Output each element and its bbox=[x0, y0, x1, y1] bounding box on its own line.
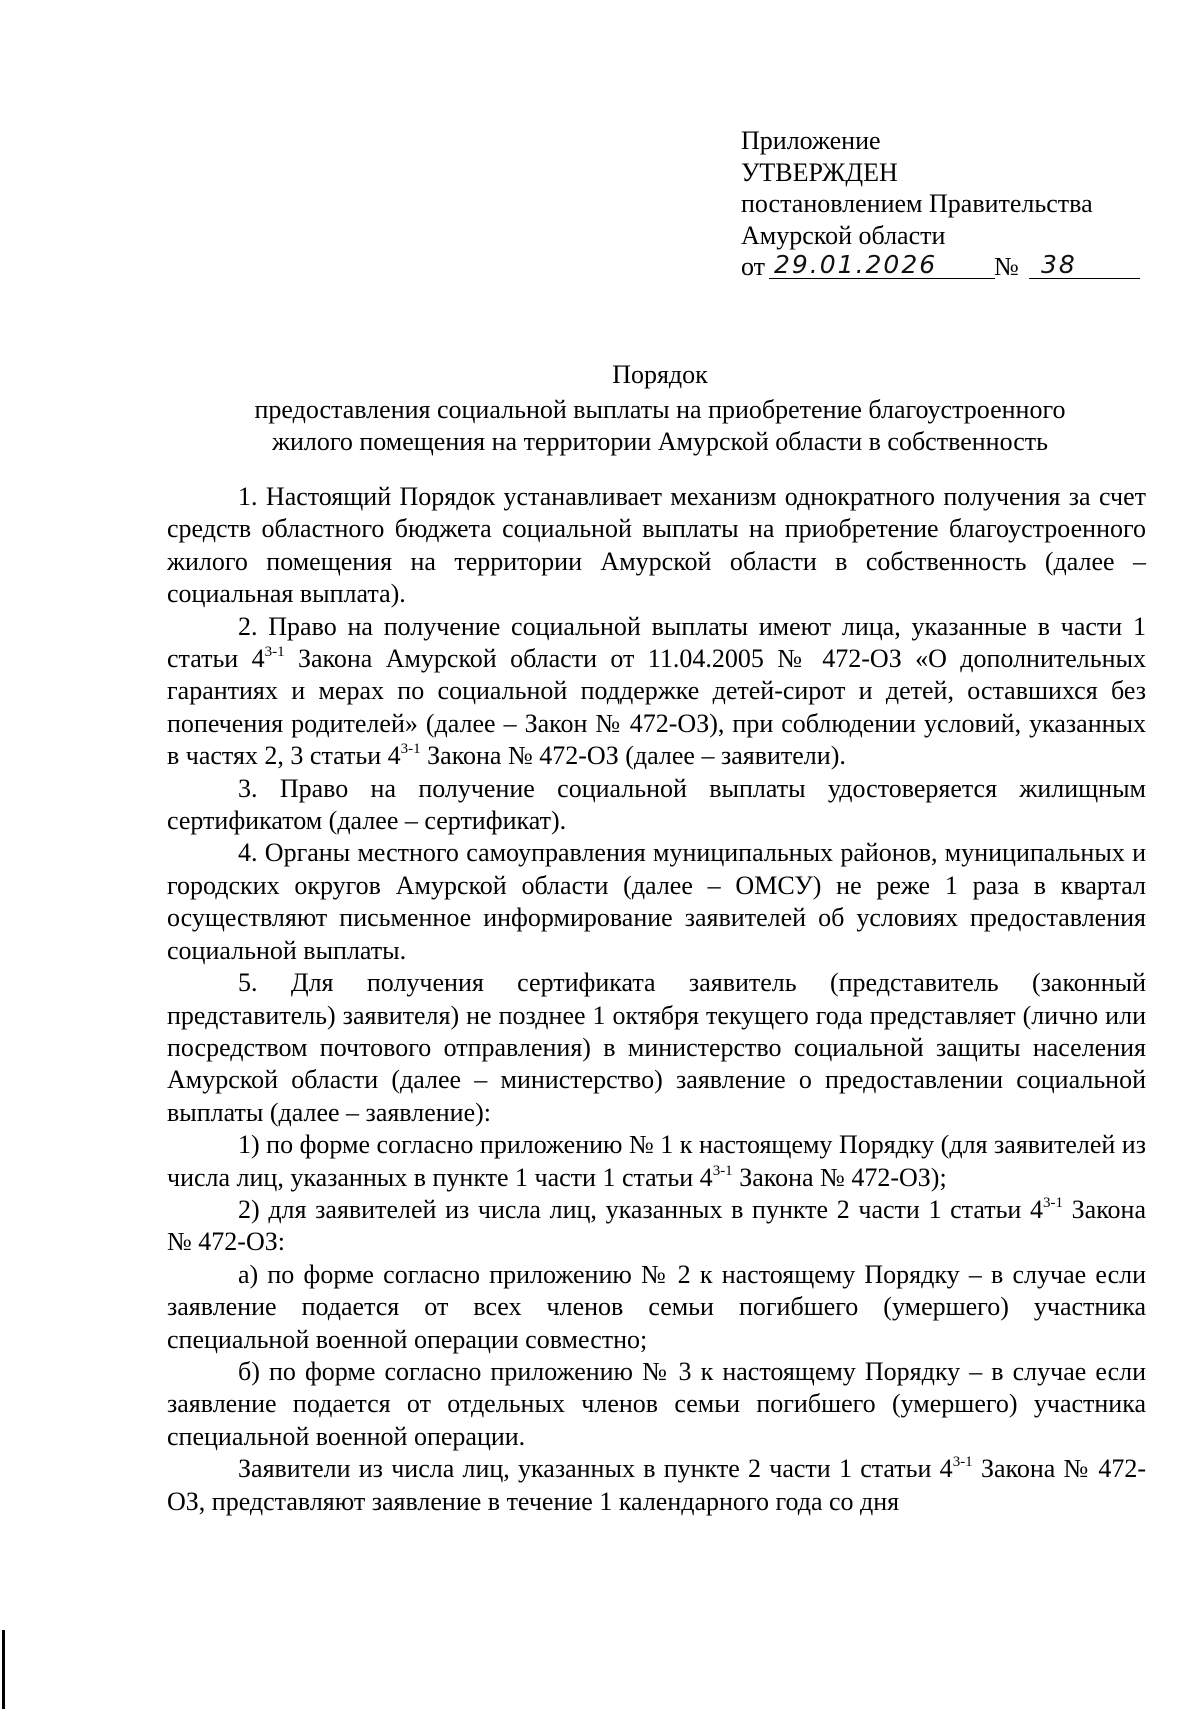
handwritten-number: 38 bbox=[1041, 250, 1077, 279]
approval-resolution-label: постановлением Правительства bbox=[741, 189, 1093, 218]
approval-region-label: Амурской области bbox=[741, 220, 946, 250]
paragraph-5-item-2-part-1: 2) для заявителей из числа лиц, указанных в пункте 2 части 1 статьи 4 bbox=[238, 1194, 1043, 1224]
number-prefix: № bbox=[994, 252, 1019, 281]
paragraph-6-part-2: Закона № 472-ОЗ, представляют заявление в течение 1 календарного года со дня bbox=[167, 1454, 1147, 1516]
paragraph-5: 5. Для получения сертификата заявитель (представитель (законный представитель) заявителя) не позднее 1 октября текущего года представляет (лично или посредством почтового отправления) в министерство социальной защиты населения Амурской области (далее – министерство) заявление о предоставлении социальной выплаты (далее – заявление): bbox=[167, 968, 1146, 1127]
paragraph-2-sup-2: 3-1 bbox=[400, 741, 421, 758]
paragraph-2-sup-1: 3-1 bbox=[264, 644, 285, 661]
paragraph-5-item-1 bbox=[167, 1129, 1146, 1194]
document-title: Порядок bbox=[612, 360, 708, 389]
document-subtitle-line-1: предоставления социальной выплаты на приобретение благоустроенного bbox=[254, 395, 1066, 424]
approval-date-number-line bbox=[741, 251, 1141, 283]
paragraph-6 bbox=[167, 1453, 1146, 1518]
paragraph-3: 3. Право на получение социальной выплаты удостоверяется жилищным сертификатом (далее – сертификат). bbox=[167, 773, 1146, 836]
paragraph-5-item-2-sup: 3-1 bbox=[1043, 1194, 1063, 1211]
paragraph-6-sup: 3-1 bbox=[952, 1454, 973, 1471]
handwritten-date: 29.01.2026 bbox=[774, 250, 938, 279]
paragraph-5-item-1-sup: 3-1 bbox=[712, 1162, 733, 1179]
paragraph-6-part-1: Заявители из числа лиц, указанных в пункте 2 части 1 статьи 4 bbox=[238, 1454, 953, 1484]
paragraph-5-item-2-a: а) по форме согласно приложению № 2 к настоящему Порядку – в случае если заявление подается от всех членов семьи погибшего (умершего) участника специальной военной операции совместно; bbox=[167, 1259, 1146, 1354]
approval-approved-label: УТВЕРЖДЕН bbox=[741, 157, 898, 187]
paragraph-5-item-1-part-1: 1) по форме согласно приложению № 1 к настоящему Порядку (для заявителей из числа лиц, указанных в пункте 1 части 1 статьи 4 bbox=[167, 1130, 1146, 1192]
scan-edge-mark bbox=[2, 1630, 5, 1709]
paragraph-5-item-2-b: б) по форме согласно приложению № 3 к настоящему Порядку – в случае если заявление подается от отдельных членов семьи погибшего (умершего) участника специальной военной операции. bbox=[167, 1356, 1146, 1451]
paragraph-2-part-1: 2. Право на получение социальной выплаты имеют лица, указанные в части 1 статьи 4 bbox=[167, 611, 1146, 674]
date-prefix: от bbox=[741, 252, 766, 281]
paragraph-2 bbox=[167, 611, 1146, 773]
paragraph-5-item-2 bbox=[167, 1194, 1146, 1259]
approval-appendix-label: Приложение bbox=[741, 126, 881, 155]
approval-block bbox=[741, 125, 1141, 283]
paragraph-5-item-2-part-2: Закона № 472-ОЗ: bbox=[167, 1194, 1146, 1257]
document-body bbox=[167, 481, 1146, 1518]
paragraph-4: 4. Органы местного самоуправления муниципальных районов, муниципальных и городских округов Амурской области (далее – ОМСУ) не реже 1 раза в квартал осуществляют письменное информирование заявителей об условиях предоставления социальной выплаты. bbox=[167, 838, 1146, 965]
paragraph-2-part-2: Закона Амурской области от 11.04.2005 № 472-ОЗ «О дополнительных гарантиях и мерах по социальной поддержке детей-сирот и детей, оставшихся без попечения родителей» (далее – Закон № 472-ОЗ), при соблюдении условий, указанных в частях 2, 3 статьи 4 bbox=[167, 644, 1146, 771]
paragraph-2-part-3: Закона № 472-ОЗ (далее – заявители). bbox=[420, 741, 846, 771]
paragraph-1: 1. Настоящий Порядок устанавливает механизм однократного получения за счет средств областного бюджета социальной выплаты на приобретение благоустроенного жилого помещения на территории Амурской области в собственность (далее – социальная выплата). bbox=[167, 482, 1146, 609]
document-heading bbox=[160, 359, 1160, 458]
document-subtitle-line-2: жилого помещения на территории Амурской области в собственность bbox=[271, 427, 1048, 456]
paragraph-5-item-1-part-2: Закона № 472-ОЗ); bbox=[732, 1162, 947, 1192]
